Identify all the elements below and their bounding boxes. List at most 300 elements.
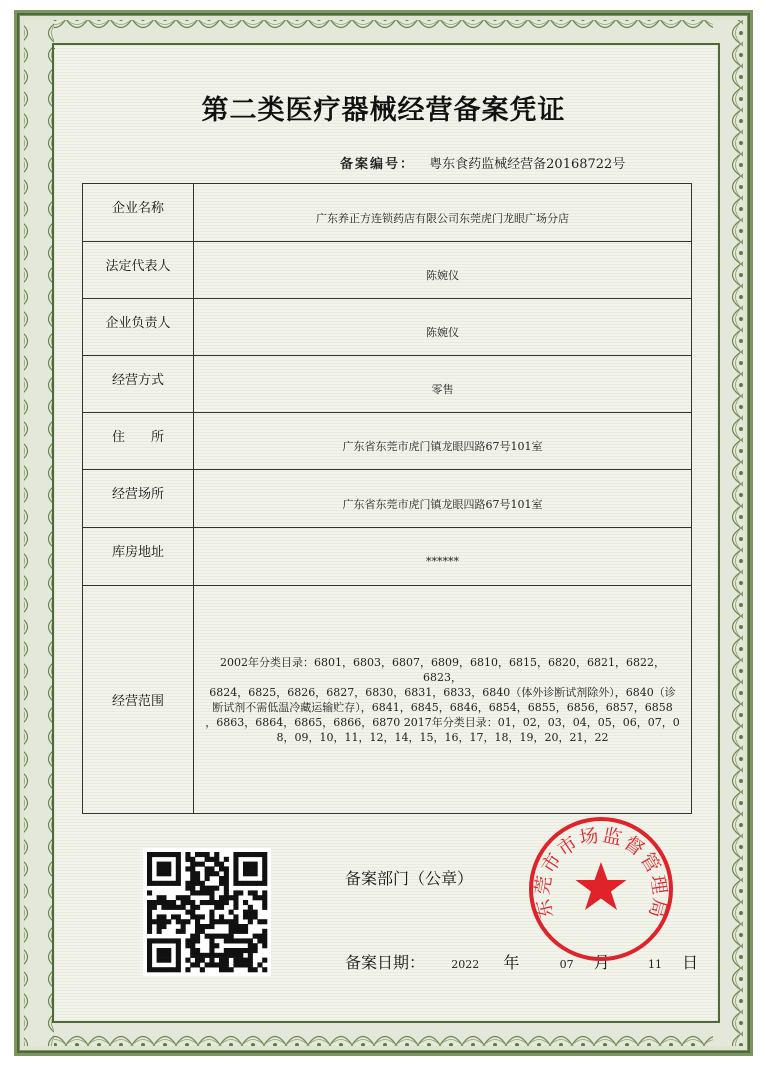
qr-module xyxy=(224,948,229,953)
qr-module xyxy=(147,953,152,958)
qr-module xyxy=(200,886,205,891)
qr-module xyxy=(171,938,176,943)
qr-module xyxy=(219,881,224,886)
qr-module xyxy=(243,871,248,876)
row-value: 零售 xyxy=(431,383,454,396)
qr-module xyxy=(171,905,176,910)
qr-module xyxy=(205,900,210,905)
qr-module xyxy=(185,938,190,943)
qr-module xyxy=(157,900,162,905)
qr-module xyxy=(147,958,152,963)
qr-module xyxy=(243,948,248,953)
qr-module xyxy=(253,890,258,895)
qr-module xyxy=(176,881,181,886)
qr-module xyxy=(257,962,262,967)
qr-module xyxy=(157,862,162,867)
qr-module xyxy=(233,924,238,929)
qr-module xyxy=(224,953,229,958)
qr-module xyxy=(214,852,219,857)
qr-module xyxy=(190,876,195,881)
qr-module xyxy=(147,943,152,948)
qr-module xyxy=(224,881,229,886)
qr-module xyxy=(200,862,205,867)
qr-module xyxy=(248,881,253,886)
qr-module xyxy=(200,967,205,972)
qr-module xyxy=(253,895,258,900)
qr-module xyxy=(200,890,205,895)
qr-module xyxy=(219,876,224,881)
qr-module xyxy=(157,919,162,924)
qr-module xyxy=(248,910,253,915)
qr-module xyxy=(185,886,190,891)
qr-module xyxy=(152,919,157,924)
table-row xyxy=(83,299,692,356)
qr-module xyxy=(205,934,210,939)
day-unit: 日 xyxy=(682,953,699,972)
qr-module xyxy=(219,934,224,939)
qr-module xyxy=(214,886,219,891)
qr-module xyxy=(238,953,243,958)
qr-module xyxy=(243,938,248,943)
qr-module xyxy=(200,900,205,905)
row-value: 广东省东莞市虎门镇龙眼四路67号101室 xyxy=(342,497,543,511)
qr-module xyxy=(195,852,200,857)
table-row xyxy=(83,356,692,413)
qr-module xyxy=(157,866,162,871)
qr-module xyxy=(147,881,152,886)
qr-module xyxy=(238,929,243,934)
qr-module xyxy=(224,958,229,963)
qr-module xyxy=(233,962,238,967)
qr-module xyxy=(195,938,200,943)
qr-module xyxy=(181,895,186,900)
qr-module xyxy=(233,929,238,934)
record-number-value: 粤东食药监械经营备20168722号 xyxy=(429,157,626,172)
qr-code xyxy=(143,848,271,976)
qr-module xyxy=(248,967,253,972)
qr-module xyxy=(147,948,152,953)
qr-module xyxy=(161,958,166,963)
scope-line: 6824，6825，6826，6827，6830，6831，6833，6840（体外诊断试剂除外），6840（诊 xyxy=(209,685,676,699)
qr-module xyxy=(257,881,262,886)
qr-module xyxy=(214,900,219,905)
qr-module xyxy=(224,934,229,939)
year-unit: 年 xyxy=(503,953,520,972)
qr-module xyxy=(262,934,267,939)
qr-module xyxy=(219,962,224,967)
qr-module xyxy=(176,876,181,881)
qr-module xyxy=(152,967,157,972)
row-label: 经营方式 xyxy=(111,372,164,388)
qr-module xyxy=(166,881,171,886)
qr-module xyxy=(238,962,243,967)
qr-module xyxy=(147,914,152,919)
qr-module xyxy=(253,852,258,857)
qr-module xyxy=(190,914,195,919)
qr-module xyxy=(209,886,214,891)
qr-module xyxy=(161,900,166,905)
qr-module xyxy=(190,962,195,967)
qr-module xyxy=(219,958,224,963)
qr-module xyxy=(147,919,152,924)
dept-label: 备案部门（公章） xyxy=(345,869,474,888)
qr-module xyxy=(243,862,248,867)
qr-module xyxy=(190,953,195,958)
qr-module xyxy=(233,857,238,862)
qr-module xyxy=(248,962,253,967)
qr-module xyxy=(176,938,181,943)
qr-module xyxy=(185,967,190,972)
qr-module xyxy=(209,943,214,948)
qr-module xyxy=(248,871,253,876)
qr-module xyxy=(229,910,234,915)
table-row xyxy=(83,528,692,586)
qr-module xyxy=(253,910,258,915)
qr-module xyxy=(176,914,181,919)
qr-module xyxy=(224,886,229,891)
qr-module xyxy=(166,871,171,876)
table-row xyxy=(83,470,692,528)
qr-module xyxy=(200,914,205,919)
qr-module xyxy=(166,852,171,857)
qr-module xyxy=(161,881,166,886)
qr-module xyxy=(176,857,181,862)
qr-module xyxy=(200,958,205,963)
qr-module xyxy=(224,919,229,924)
qr-module xyxy=(190,938,195,943)
star-icon xyxy=(576,862,627,910)
qr-module xyxy=(209,953,214,958)
qr-module xyxy=(176,962,181,967)
qr-module xyxy=(209,871,214,876)
qr-module xyxy=(243,900,248,905)
qr-module xyxy=(243,881,248,886)
date-label: 备案日期： xyxy=(345,953,426,972)
table-row xyxy=(83,413,692,470)
qr-module xyxy=(166,866,171,871)
qr-module xyxy=(238,958,243,963)
qr-module xyxy=(157,852,162,857)
row-label: 企业负责人 xyxy=(105,315,171,331)
qr-module xyxy=(238,938,243,943)
row-label: 法定代表人 xyxy=(105,258,171,274)
qr-module xyxy=(171,914,176,919)
qr-module xyxy=(176,919,181,924)
qr-module xyxy=(185,852,190,857)
qr-module xyxy=(233,953,238,958)
qr-module xyxy=(195,881,200,886)
qr-module xyxy=(185,895,190,900)
qr-module xyxy=(214,919,219,924)
qr-module xyxy=(161,905,166,910)
qr-module xyxy=(176,958,181,963)
qr-module xyxy=(257,852,262,857)
qr-module xyxy=(157,929,162,934)
date-year: 2022 xyxy=(451,958,480,971)
qr-module xyxy=(219,967,224,972)
certificate-title: 第二类医疗器械经营备案凭证 xyxy=(201,95,566,126)
qr-module xyxy=(248,919,253,924)
qr-module xyxy=(185,857,190,862)
qr-module xyxy=(219,866,224,871)
qr-module xyxy=(219,862,224,867)
qr-module xyxy=(262,852,267,857)
qr-module xyxy=(243,852,248,857)
qr-module xyxy=(161,967,166,972)
qr-module xyxy=(157,958,162,963)
qr-module xyxy=(262,876,267,881)
qr-module xyxy=(157,953,162,958)
qr-module xyxy=(262,900,267,905)
qr-module xyxy=(161,924,166,929)
qr-module xyxy=(157,948,162,953)
qr-module xyxy=(157,895,162,900)
qr-module xyxy=(214,962,219,967)
qr-module xyxy=(224,900,229,905)
qr-module xyxy=(262,938,267,943)
qr-module xyxy=(161,938,166,943)
qr-module xyxy=(205,962,210,967)
qr-module xyxy=(190,943,195,948)
qr-module xyxy=(176,905,181,910)
row-value: 广东省东莞市虎门镇龙眼四路67号101室 xyxy=(342,440,543,453)
qr-module xyxy=(214,905,219,910)
qr-module xyxy=(233,958,238,963)
qr-module xyxy=(195,871,200,876)
qr-module xyxy=(262,857,267,862)
qr-module xyxy=(185,881,190,886)
qr-module xyxy=(171,881,176,886)
qr-module xyxy=(219,919,224,924)
qr-module xyxy=(166,967,171,972)
qr-module xyxy=(147,967,152,972)
qr-module xyxy=(176,967,181,972)
qr-module xyxy=(190,866,195,871)
qr-module xyxy=(166,958,171,963)
qr-module xyxy=(166,953,171,958)
qr-module xyxy=(176,943,181,948)
qr-module xyxy=(214,857,219,862)
qr-module xyxy=(161,895,166,900)
qr-module xyxy=(195,948,200,953)
qr-module xyxy=(152,852,157,857)
qr-module xyxy=(248,953,253,958)
qr-module xyxy=(200,953,205,958)
qr-module xyxy=(205,871,210,876)
qr-module xyxy=(200,924,205,929)
qr-module xyxy=(243,910,248,915)
qr-module xyxy=(185,900,190,905)
qr-module xyxy=(147,924,152,929)
qr-module xyxy=(157,938,162,943)
qr-module xyxy=(243,866,248,871)
qr-module xyxy=(171,900,176,905)
qr-module xyxy=(166,862,171,867)
qr-module xyxy=(200,852,205,857)
qr-module xyxy=(248,958,253,963)
qr-module xyxy=(238,881,243,886)
date-day: 11 xyxy=(647,958,662,971)
qr-module xyxy=(190,871,195,876)
qr-module xyxy=(253,914,258,919)
qr-module xyxy=(205,924,210,929)
qr-module xyxy=(229,953,234,958)
qr-module xyxy=(185,866,190,871)
qr-module xyxy=(262,929,267,934)
qr-module xyxy=(171,852,176,857)
qr-module xyxy=(219,953,224,958)
qr-module xyxy=(243,962,248,967)
qr-module xyxy=(209,910,214,915)
qr-module xyxy=(190,862,195,867)
qr-module xyxy=(229,895,234,900)
qr-module xyxy=(166,905,171,910)
qr-module xyxy=(190,857,195,862)
qr-module xyxy=(176,948,181,953)
qr-module xyxy=(147,962,152,967)
qr-module xyxy=(147,905,152,910)
qr-module xyxy=(243,914,248,919)
qr-module xyxy=(253,881,258,886)
qr-module xyxy=(176,866,181,871)
qr-module xyxy=(248,862,253,867)
qr-module xyxy=(233,895,238,900)
qr-module xyxy=(229,919,234,924)
qr-module xyxy=(229,967,234,972)
qr-module xyxy=(257,934,262,939)
qr-module xyxy=(161,871,166,876)
qr-module xyxy=(257,938,262,943)
qr-module xyxy=(152,938,157,943)
row-label: 住 所 xyxy=(111,429,164,445)
qr-module xyxy=(176,871,181,876)
qr-module xyxy=(248,866,253,871)
qr-module xyxy=(176,852,181,857)
qr-module xyxy=(152,881,157,886)
scope-text xyxy=(194,655,691,745)
qr-module xyxy=(185,919,190,924)
qr-module xyxy=(161,919,166,924)
row-label: 经营场所 xyxy=(111,487,164,502)
qr-module xyxy=(147,852,152,857)
qr-module xyxy=(166,919,171,924)
qr-module xyxy=(181,924,186,929)
qr-module xyxy=(243,929,248,934)
qr-module xyxy=(209,890,214,895)
qr-module xyxy=(147,857,152,862)
qr-module xyxy=(190,905,195,910)
qr-module xyxy=(248,890,253,895)
qr-module xyxy=(195,953,200,958)
qr-module xyxy=(205,852,210,857)
qr-module xyxy=(157,881,162,886)
qr-module xyxy=(205,890,210,895)
table-row xyxy=(83,242,692,299)
qr-module xyxy=(233,914,238,919)
qr-module xyxy=(253,866,258,871)
qr-module xyxy=(171,967,176,972)
qr-module xyxy=(205,953,210,958)
qr-module xyxy=(214,934,219,939)
qr-module xyxy=(195,919,200,924)
scope-line: 2002年分类目录：6801，6803，6807，6809，6810，6815，6820，6821，6822，6823， xyxy=(220,655,665,684)
qr-module xyxy=(243,958,248,963)
qr-module xyxy=(224,967,229,972)
official-seal xyxy=(528,816,674,962)
qr-module xyxy=(185,910,190,915)
qr-module xyxy=(166,948,171,953)
qr-module xyxy=(233,881,238,886)
qr-module xyxy=(195,958,200,963)
qr-module xyxy=(190,900,195,905)
qr-module xyxy=(209,914,214,919)
qr-module xyxy=(233,890,238,895)
qr-module xyxy=(161,862,166,867)
qr-module xyxy=(243,924,248,929)
row-label: 库房地址 xyxy=(111,545,164,560)
qr-module xyxy=(181,900,186,905)
qr-module xyxy=(238,948,243,953)
qr-module xyxy=(219,900,224,905)
qr-module xyxy=(209,938,214,943)
qr-module xyxy=(205,876,210,881)
qr-module xyxy=(195,914,200,919)
seal-text: 东莞市市场监督管理局 xyxy=(531,824,671,922)
qr-module xyxy=(262,890,267,895)
qr-module xyxy=(233,866,238,871)
qr-module xyxy=(238,924,243,929)
qr-module xyxy=(185,943,190,948)
qr-module xyxy=(262,958,267,963)
table-row-scope xyxy=(83,586,692,814)
qr-module xyxy=(157,914,162,919)
qr-module xyxy=(262,895,267,900)
qr-module xyxy=(209,924,214,929)
record-number-label: 备案编号： xyxy=(340,157,416,172)
qr-module xyxy=(181,905,186,910)
qr-module xyxy=(214,943,219,948)
qr-module xyxy=(229,929,234,934)
qr-module xyxy=(224,890,229,895)
qr-module xyxy=(262,862,267,867)
qr-module xyxy=(229,938,234,943)
qr-module xyxy=(166,938,171,943)
qr-module xyxy=(176,953,181,958)
qr-module xyxy=(195,890,200,895)
qr-module xyxy=(229,924,234,929)
qr-module xyxy=(233,876,238,881)
qr-module xyxy=(214,862,219,867)
qr-module xyxy=(147,910,152,915)
qr-module xyxy=(147,871,152,876)
scope-line: 断试剂不需低温冷藏运输贮存），6841，6845，6846，6854，6855，6856，6857，6858 xyxy=(212,700,673,714)
qr-module xyxy=(190,934,195,939)
qr-module xyxy=(157,924,162,929)
qr-module xyxy=(224,895,229,900)
qr-module xyxy=(195,905,200,910)
qr-module xyxy=(209,857,214,862)
record-number xyxy=(340,153,625,172)
qr-module xyxy=(147,929,152,934)
qr-module xyxy=(238,890,243,895)
date-month: 07 xyxy=(559,958,574,971)
qr-module xyxy=(209,919,214,924)
qr-module xyxy=(229,934,234,939)
qr-module xyxy=(219,905,224,910)
qr-module xyxy=(233,905,238,910)
qr-module xyxy=(248,914,253,919)
scope-line: 8，09，10，11，12，14，15，16，17，18，19，20，21，22 xyxy=(276,730,609,744)
